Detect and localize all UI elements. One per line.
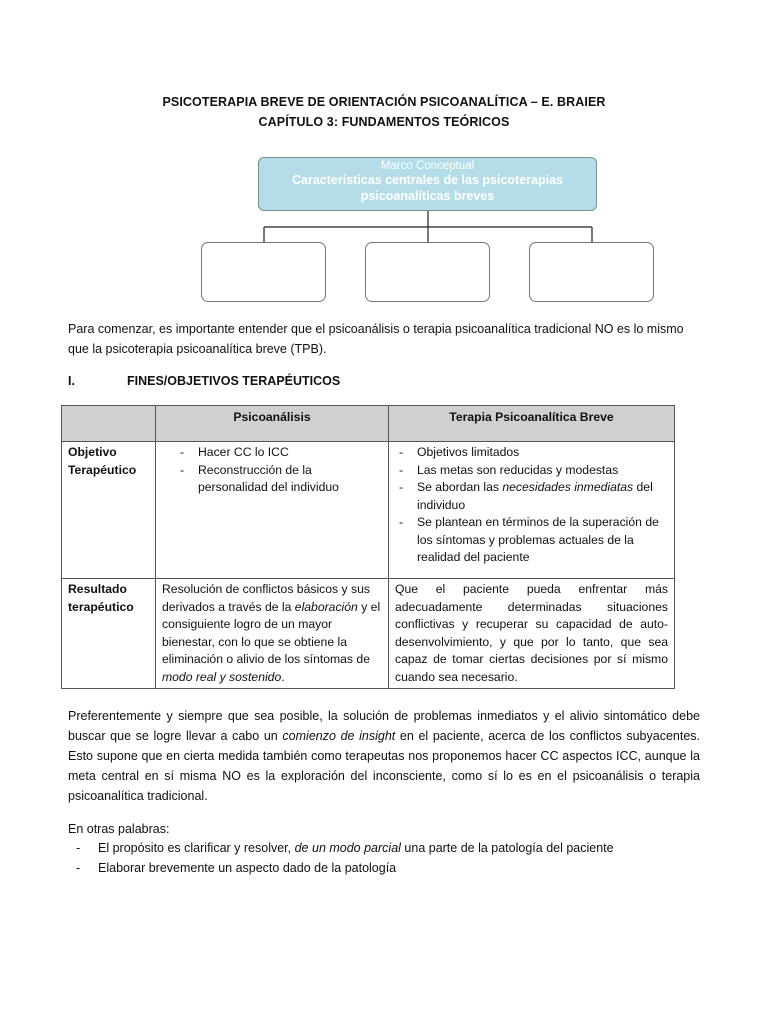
cell-resultado-tpb: Que el paciente pueda enfrentar más adecuadamente determinadas situaciones conflictivas y recuperar su capacidad de auto-desenvolvimiento, y que por lo tanto, que sea capaz de tomar ciertas decisiones por sí mismo cuando sea necesario. (389, 579, 675, 689)
psico-objective-list (176, 444, 382, 497)
concept-diagram (0, 0, 768, 320)
intro-paragraph: Para comenzar, es importante entender que el psicoanálisis o terapia psicoanalítica tradicional NO es lo mismo que la psicoterapia psicoanalítica breve (TPB). (68, 322, 684, 356)
tpb-objective-list (395, 444, 668, 567)
list-item: - Elaborar brevemente un aspecto dado de la patología (68, 858, 614, 878)
child-box-center (365, 242, 490, 302)
list-item: - Se plantean en términos de la superación de los síntomas y problemas actuales de la realidad del paciente (395, 514, 668, 567)
concept-header: Marco Conceptual (380, 160, 475, 172)
document-title: PSICOTERAPIA BREVE DE ORIENTACIÓN PSICOANALÍTICA – E. BRAIER (162, 95, 606, 109)
cell-resultado-psicoanalisis: Resolución de conflictos básicos y sus derivados a través de la elaboración y el consiguiente logro de un mayor bienestar, con lo que se obtiene la eliminación o alivio de los síntomas de modo real y sostenido. (156, 579, 389, 689)
child-box-left (201, 242, 326, 302)
concept-subtitle-line2: psicoanalíticas breves (360, 189, 495, 203)
list-item: - Hacer CC lo ICC (176, 444, 382, 462)
header-psicoanalisis: Psicoanálisis (156, 406, 389, 442)
list-item: - Objetivos limitados (395, 444, 668, 462)
header-empty (62, 406, 156, 442)
cell-objetivo-tpb (389, 442, 675, 579)
list-item: - Se abordan las necesidades inmediatas del individuo (395, 479, 668, 514)
header-tpb: Terapia Psicoanalítica Breve (389, 406, 675, 442)
chapter-title: CAPÍTULO 3: FUNDAMENTOS TEÓRICOS (258, 115, 510, 129)
table-row (62, 579, 675, 689)
table-header-row (62, 406, 675, 442)
concept-subtitle-line1: Características centrales de las psicoterapias (292, 173, 563, 187)
list-item: - El propósito es clarificar y resolver, de un modo parcial una parte de la patología del paciente (68, 838, 614, 858)
body-paragraph: Preferentemente y siempre que sea posible, la solución de problemas inmediatos y el alivio sintomático debe buscar que se logre llevar a cabo un comienzo de insight en el paciente, acerca de los conflictos subyacentes. Esto supone que en cierta medida también como terapeutas nos proponemos hacer CC aspectos ICC, aunque la meta central en sí misma NO es la exploración del inconsciente, como sí lo es en el psicoanálisis o terapia psicoanalítica tradicional. (68, 709, 701, 803)
row-label-resultado: Resultado terapéutico (62, 579, 156, 689)
comparison-table (61, 405, 675, 689)
list-item: - Las metas son reducidas y modestas (395, 462, 668, 480)
otras-intro: En otras palabras: (68, 822, 170, 836)
table-row (62, 442, 675, 579)
otras-list (68, 838, 614, 878)
section-number: I. (68, 374, 75, 388)
section-title: FINES/OBJETIVOS TERAPÉUTICOS (127, 374, 341, 388)
list-item: - Reconstrucción de la personalidad del individuo (176, 462, 382, 497)
row-label-objetivo: Objetivo Terapéutico (62, 442, 156, 579)
cell-objetivo-psicoanalisis (156, 442, 389, 579)
child-box-right (529, 242, 654, 302)
concept-box (258, 157, 597, 211)
